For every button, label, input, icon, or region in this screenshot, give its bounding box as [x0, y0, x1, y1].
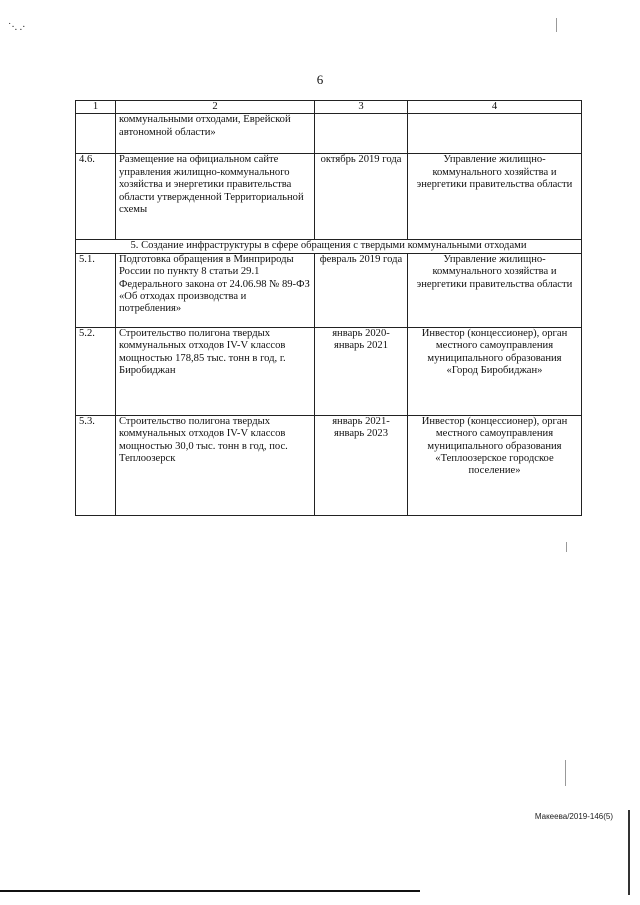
scan-edge-line — [0, 890, 420, 892]
row-number: 5.1. — [76, 253, 116, 327]
header-cell: 3 — [315, 101, 408, 114]
row-deadline: февраль 2019 года — [315, 253, 408, 327]
row-responsible — [408, 114, 582, 154]
header-cell: 1 — [76, 101, 116, 114]
row-deadline — [315, 114, 408, 154]
scan-tick — [566, 542, 567, 552]
header-cell: 2 — [116, 101, 315, 114]
row-deadline: январь 2020- январь 2021 — [315, 327, 408, 415]
table-header-row — [76, 101, 582, 114]
page-number: 6 — [316, 72, 324, 87]
document-id: Макеева/2019-146(5) — [534, 812, 613, 821]
scan-speck: ˙·. .· — [8, 22, 26, 33]
row-action: Размещение на официальном сайте управления жилищно-коммунального хозяйства и энергетики правительства области утвержденной Территориальной схемы — [116, 154, 315, 240]
row-action: Строительство полигона твердых коммунальных отходов IV-V классов мощностью 30,0 тыс. тонн в год, пос. Теплоозерск — [116, 415, 315, 515]
table-row — [76, 114, 582, 154]
section-row — [76, 240, 582, 253]
row-responsible: Инвестор (концессионер), орган местного самоуправления муниципального образования «Теплоозерское городское поселение» — [408, 415, 582, 515]
row-number: 5.3. — [76, 415, 116, 515]
row-action: Подготовка обращения в Минприроды России по пункту 8 статьи 29.1 Федерального закона от 24.06.98 № 89-ФЗ «Об отходах производства и потребления» — [116, 253, 315, 327]
scan-tick — [565, 760, 566, 786]
table-row — [76, 327, 582, 415]
table-row — [76, 415, 582, 515]
table-row — [76, 154, 582, 240]
section-title: 5. Создание инфраструктуры в сфере обращения с твердыми коммунальными отходами — [76, 240, 582, 253]
row-number — [76, 114, 116, 154]
row-deadline: январь 2021- январь 2023 — [315, 415, 408, 515]
plan-table — [75, 100, 582, 516]
header-cell: 4 — [408, 101, 582, 114]
scan-edge-line — [628, 810, 630, 895]
row-number: 4.6. — [76, 154, 116, 240]
table-row — [76, 253, 582, 327]
scan-tick — [556, 18, 557, 32]
row-action: Строительство полигона твердых коммунальных отходов IV-V классов мощностью 178,85 тыс. тонн в год, г. Биробиджан — [116, 327, 315, 415]
row-number: 5.2. — [76, 327, 116, 415]
row-responsible: Инвестор (концессионер), орган местного самоуправления муниципального образования «Город Биробиджан» — [408, 327, 582, 415]
row-responsible: Управление жилищно-коммунального хозяйства и энергетики правительства области — [408, 154, 582, 240]
row-action: коммунальными отходами, Еврейской автономной области» — [116, 114, 315, 154]
row-responsible: Управление жилищно-коммунального хозяйства и энергетики правительства области — [408, 253, 582, 327]
row-deadline: октябрь 2019 года — [315, 154, 408, 240]
